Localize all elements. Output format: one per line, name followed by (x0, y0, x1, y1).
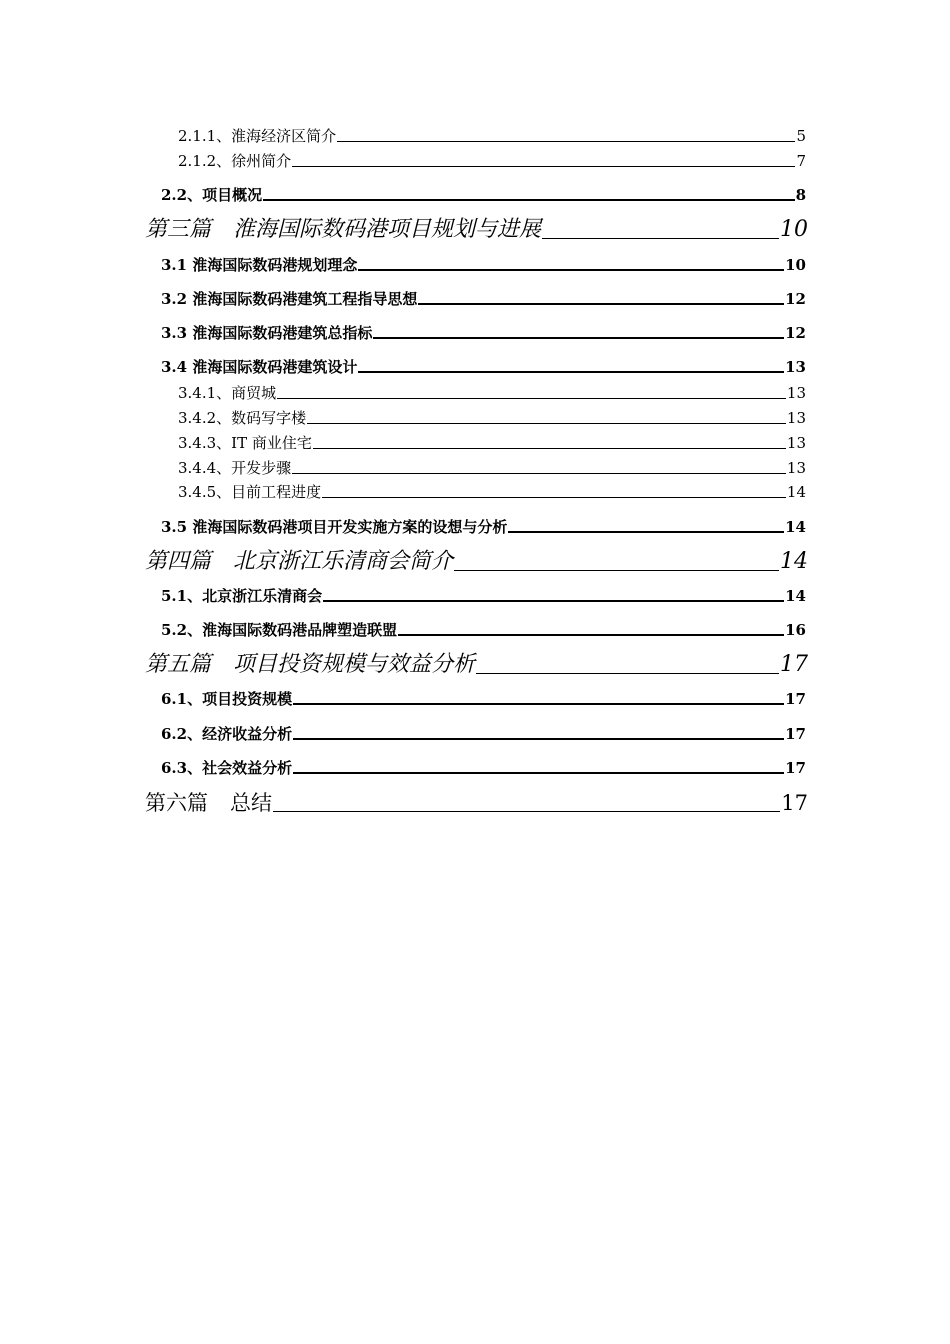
toc-part-label (145, 548, 453, 576)
dot-leader (292, 472, 786, 474)
toc-entry-3-4-5[interactable] (178, 482, 806, 502)
toc-entry-5-1[interactable] (161, 586, 806, 606)
toc-entry-label: 5.2、淮海国际数码港品牌塑造联盟 (161, 621, 398, 639)
dot-leader (323, 599, 784, 602)
toc-entry-3-4-3[interactable] (178, 433, 806, 453)
dot-leader (322, 496, 786, 498)
toc-entry-2-2[interactable] (161, 185, 806, 205)
toc-page-number: 8 (795, 186, 806, 204)
toc-page-number: 14 (785, 587, 806, 605)
dot-leader (292, 165, 795, 167)
dot-leader (263, 198, 794, 201)
toc-part-label (145, 651, 475, 679)
dot-leader (373, 336, 784, 339)
toc-entry-3-4-4[interactable] (178, 458, 806, 478)
toc-page-number: 17 (780, 652, 808, 677)
toc-page-number: 12 (785, 324, 806, 342)
toc-entry-label: 3.2 淮海国际数码港建筑工程指导思想 (161, 290, 418, 308)
dot-leader (307, 422, 786, 424)
dot-leader (418, 302, 784, 305)
dot-leader (293, 737, 784, 740)
toc-part-title: 总结 (230, 791, 272, 815)
toc-part-title: 淮海国际数码港项目规划与进展 (233, 217, 542, 242)
toc-page-number: 13 (785, 358, 806, 376)
dot-leader (273, 810, 780, 812)
toc-entry-label: 2.2、项目概况 (161, 186, 263, 204)
toc-entry-label: 3.4.1、商贸城 (178, 384, 277, 402)
toc-entry-3-4-2[interactable] (178, 408, 806, 428)
toc-page-number: 7 (796, 152, 806, 170)
dot-leader (358, 268, 784, 271)
toc-part-number: 第四篇 (145, 549, 212, 574)
toc-entry-3-3[interactable] (161, 323, 806, 343)
toc-page-number: 16 (785, 621, 806, 639)
toc-part-title: 北京浙江乐清商会简介 (233, 549, 454, 574)
toc-page-number: 17 (781, 791, 808, 815)
toc-entry-label: 3.3 淮海国际数码港建筑总指标 (161, 324, 373, 342)
toc-entry-label: 6.3、社会效益分析 (161, 759, 293, 777)
toc-entry-2-1-2[interactable] (178, 151, 806, 171)
toc-page-number: 13 (786, 409, 806, 427)
dot-leader (277, 397, 786, 399)
dot-leader (398, 633, 784, 636)
toc-entry-2-1-1[interactable] (178, 126, 806, 146)
toc-entry-3-1[interactable] (161, 255, 806, 275)
toc-page-number: 10 (780, 217, 808, 242)
toc-entry-3-4[interactable] (161, 357, 806, 377)
dot-leader (293, 771, 784, 774)
toc-entry-label: 2.1.1、淮海经济区简介 (178, 127, 337, 145)
dot-leader (293, 702, 784, 705)
toc-entry-label: 3.1 淮海国际数码港规划理念 (161, 256, 358, 274)
dot-leader (358, 370, 784, 373)
toc-entry-label: 2.1.2、徐州简介 (178, 152, 292, 170)
toc-page-number: 14 (786, 483, 806, 501)
toc-page-number: 14 (785, 518, 806, 536)
toc-part-5[interactable] (145, 651, 808, 679)
toc-entry-label: 6.2、经济收益分析 (161, 725, 293, 743)
toc-entry-label: 3.4.2、数码写字楼 (178, 409, 307, 427)
toc-entry-3-5[interactable] (161, 517, 806, 537)
toc-entry-label: 6.1、项目投资规模 (161, 690, 293, 708)
toc-entry-5-2[interactable] (161, 620, 806, 640)
dot-leader (337, 140, 795, 142)
toc-entry-6-2[interactable] (161, 724, 806, 744)
toc-part-6[interactable] (145, 789, 808, 817)
toc-part-label (145, 216, 541, 244)
toc-page-number: 10 (785, 256, 806, 274)
dot-leader (313, 447, 786, 449)
toc-page-number: 17 (785, 725, 806, 743)
toc-entry-3-2[interactable] (161, 289, 806, 309)
dot-leader (508, 530, 784, 533)
toc-page-number: 14 (780, 549, 808, 574)
dot-leader (454, 569, 779, 571)
toc-entry-label: 3.4.3、IT 商业住宅 (178, 434, 312, 452)
toc-entry-label: 3.4 淮海国际数码港建筑设计 (161, 358, 358, 376)
toc-entry-label: 3.4.4、开发步骤 (178, 459, 292, 477)
dot-leader (542, 237, 779, 239)
toc-part-number: 第六篇 (145, 791, 208, 815)
toc-entry-label: 5.1、北京浙江乐清商会 (161, 587, 323, 605)
toc-entry-label: 3.4.5、目前工程进度 (178, 483, 322, 501)
toc-page-number: 13 (786, 384, 806, 402)
toc-page-number: 17 (785, 759, 806, 777)
toc-part-3[interactable] (145, 216, 808, 244)
toc-part-number: 第三篇 (145, 217, 212, 242)
toc-page-number: 5 (796, 127, 806, 145)
toc-part-label (145, 789, 272, 817)
toc-page-number: 13 (786, 434, 806, 452)
toc-entry-3-4-1[interactable] (178, 383, 806, 403)
toc-entry-6-3[interactable] (161, 758, 806, 778)
toc-part-title: 项目投资规模与效益分析 (233, 652, 476, 677)
toc-part-4[interactable] (145, 548, 808, 576)
toc-part-number: 第五篇 (145, 652, 212, 677)
dot-leader (476, 672, 779, 674)
toc-page-number: 17 (785, 690, 806, 708)
toc-page-number: 12 (785, 290, 806, 308)
toc-entry-6-1[interactable] (161, 689, 806, 709)
toc-entry-label: 3.5 淮海国际数码港项目开发实施方案的设想与分析 (161, 518, 508, 536)
toc-page-number: 13 (786, 459, 806, 477)
